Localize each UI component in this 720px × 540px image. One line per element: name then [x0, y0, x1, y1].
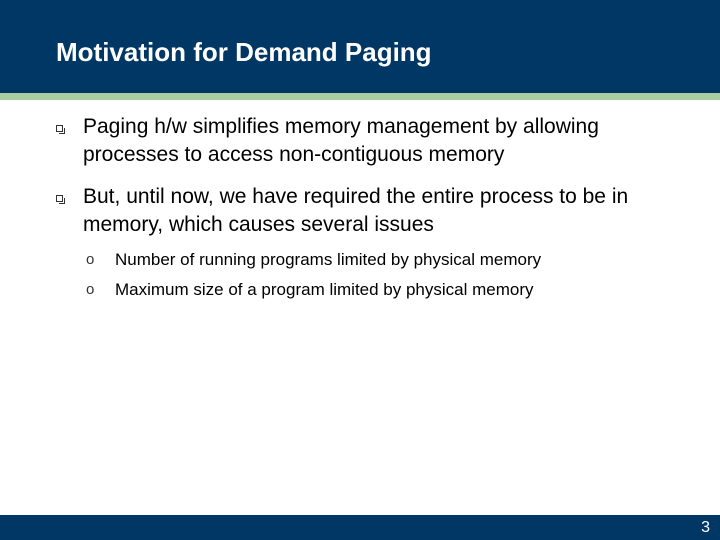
sub-bullet-item: [86, 278, 666, 302]
bullet-text: Paging h/w simplifies memory management by allowing processes to access non-contiguous memory: [83, 115, 599, 166]
sub-bullet-item: [86, 248, 666, 272]
slide-title: Motivation for Demand Paging: [56, 37, 432, 67]
square-bullet-icon: [56, 195, 63, 202]
sub-bullet-text: Number of running programs limited by physical memory: [115, 250, 542, 269]
page-number: 3: [701, 519, 710, 536]
circle-bullet-icon: o: [86, 281, 95, 298]
square-bullet-icon: [56, 125, 63, 132]
sub-bullet-text: Maximum size of a program limited by physical memory: [115, 280, 534, 299]
footer-bar: [0, 515, 720, 540]
title-bar: [0, 0, 720, 93]
title-accent-stripe: [0, 93, 720, 100]
bullet-text: But, until now, we have required the entire process to be in memory, which causes several issues: [83, 185, 629, 236]
circle-bullet-icon: o: [86, 251, 95, 268]
